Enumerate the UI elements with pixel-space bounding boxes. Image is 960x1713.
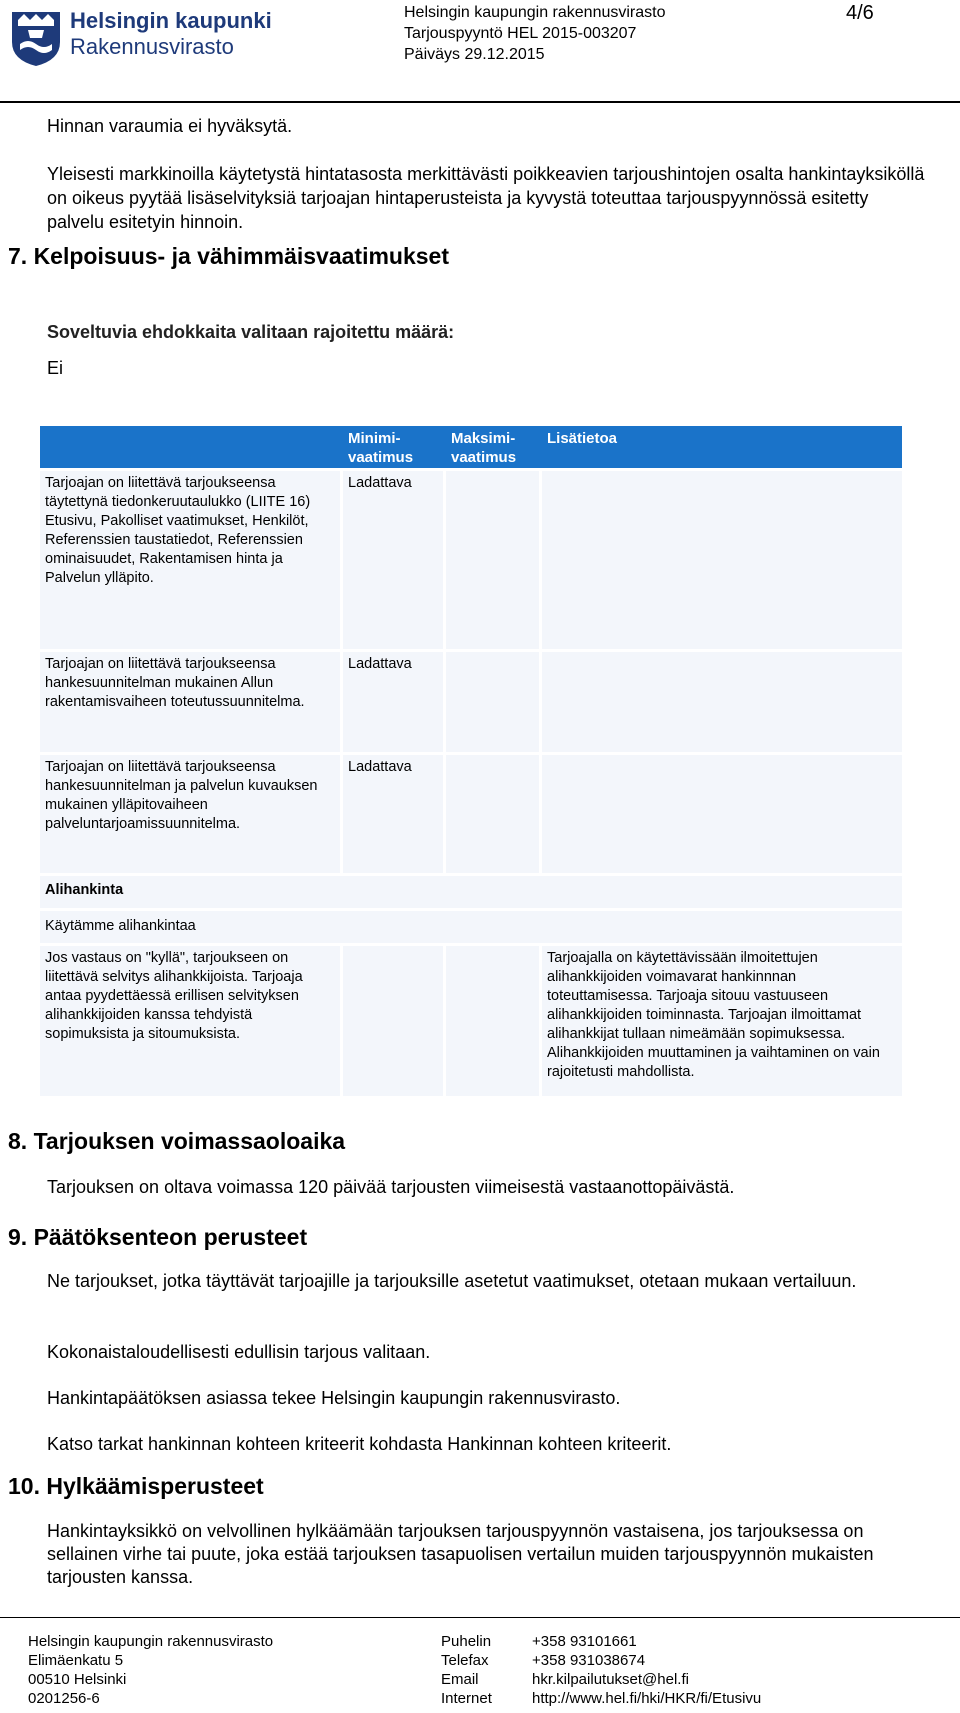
footer-business-id: 0201256-6 — [28, 1690, 100, 1707]
logo-city: Helsingin kaupunki — [70, 8, 272, 33]
requirement-text: Tarjoajan on liitettävä tarjoukseensa hankesuunnitelman mukainen Allun rakentamisvaiheen toteutussuunnitelma. — [40, 652, 340, 752]
subcontract-title: Alihankinta — [40, 876, 902, 908]
header-reference: Tarjouspyyntö HEL 2015-003207 — [404, 25, 637, 42]
section-9-title: 9. Päätöksenteon perusteet — [8, 1224, 308, 1250]
decision-criteria-text-4: Katso tarkat hankinnan kohteen kriteerit kohdasta Hankinnan kohteen kriteerit. — [47, 1434, 672, 1454]
footer-phone: +358 93101661 — [532, 1633, 637, 1650]
subcontract-info: Tarjoajalla on käytettävissään ilmoitettujen alihankkijoiden voimavarat hankinnnan toteuttamisessa. Tarjoaja sitouu vastuuseen alihankkijoiden toiminnasta. Tarjoajan ilmoittamat alihankkijat tullaan nimeämään sopimuksessa. Alihankkijoiden muuttaminen ja vaihtaminen on vain rajoitetusti mahdollista. — [542, 946, 902, 1096]
page-number: 4/6 — [846, 2, 874, 24]
price-reservation-text: Hinnan varaumia ei hyväksytä. — [47, 116, 293, 136]
logo-wordmark — [70, 8, 272, 60]
table-row — [40, 755, 902, 873]
footer-website-link[interactable]: http://www.hel.fi/hki/HKR/fi/Etusivu — [532, 1690, 762, 1707]
footer-contact-values — [532, 1632, 761, 1708]
footer-label-email: Email — [441, 1671, 479, 1688]
requirement-min: Ladattava — [343, 755, 443, 873]
footer-fax: +358 931038674 — [532, 1652, 646, 1669]
header-min: Minimi-vaatimus — [348, 430, 414, 466]
subcontract-max — [446, 946, 539, 1096]
requirement-max — [446, 471, 539, 649]
table-row — [40, 652, 902, 752]
requirement-max — [446, 755, 539, 873]
decision-criteria-text-2: Kokonaistaloudellisesti edullisin tarjous valitaan. — [47, 1342, 431, 1362]
table-row — [40, 471, 902, 649]
requirement-info — [542, 755, 902, 873]
section-8-title: 8. Tarjouksen voimassaoloaika — [8, 1128, 346, 1154]
section-10-title: 10. Hylkäämisperusteet — [8, 1473, 264, 1499]
subcontract-use: Käytämme alihankintaa — [40, 911, 902, 943]
limited-candidates-value: Ei — [47, 358, 64, 378]
subcontract-text: Jos vastaus on "kyllä", tarjoukseen on liitettävä selvitys alihankkijoista. Tarjoaja antaa pyydettäessä erillisen selvityksen alihankkijoiden kanssa tehdyistä sopimuksista ja sitoumuksista. — [40, 946, 340, 1096]
subcontract-title-row — [40, 876, 902, 908]
requirement-info — [542, 652, 902, 752]
header-date: Päiväys 29.12.2015 — [404, 46, 545, 63]
requirement-min: Ladattava — [343, 471, 443, 649]
subcontract-details-row — [40, 946, 902, 1096]
requirement-max — [446, 652, 539, 752]
header-info: Lisätietoa — [547, 430, 618, 447]
rejection-text: Hankintayksikkö on velvollinen hylkäämään tarjouksen tarjouspyynnön vastaisena, jos tarjouksessa on sellainen virhe tai puute, joka estää tarjouksen tasapuolisen vertailun muiden tarjouspyynnön mukaisten tarjousten kanssa. — [47, 1521, 874, 1587]
footer-contact-labels — [441, 1632, 492, 1708]
page-header — [0, 0, 960, 104]
header-divider — [0, 101, 960, 103]
footer-label-phone: Puhelin — [441, 1633, 492, 1650]
requirement-min: Ladattava — [343, 652, 443, 752]
subcontract-min — [343, 946, 443, 1096]
footer-divider — [0, 1617, 960, 1618]
table-header-row — [40, 426, 902, 468]
limited-candidates-label: Soveltuvia ehdokkaita valitaan rajoitettu määrä: — [47, 322, 455, 342]
footer-label-internet: Internet — [441, 1690, 492, 1707]
header-info — [404, 2, 666, 65]
footer-email-link[interactable]: hkr.kilpailutukset@hel.fi — [532, 1671, 689, 1688]
requirement-text: Tarjoajan on liitettävä tarjoukseensa täytettynä tiedonkeruutaulukko (LIITE 16) Etusivu, Pakolliset vaatimukset, Henkilöt, Referenssien taustatiedot, Referenssien ominaisuudet, Rakentamisen hinta ja Palvelun ylläpito. — [40, 471, 340, 649]
footer-org: Helsingin kaupungin rakennusvirasto — [28, 1633, 274, 1650]
requirement-info — [542, 471, 902, 649]
footer-address — [28, 1632, 273, 1708]
footer-postal: 00510 Helsinki — [28, 1671, 127, 1688]
decision-criteria-text-3: Hankintapäätöksen asiassa tekee Helsingin kaupungin rakennusvirasto. — [47, 1388, 621, 1408]
header-org: Helsingin kaupungin rakennusvirasto — [404, 4, 666, 21]
header-max: Maksimi-vaatimus — [451, 430, 517, 466]
section-7-title: 7. Kelpoisuus- ja vähimmäisvaatimukset — [8, 243, 450, 269]
logo-department: Rakennusvirasto — [70, 34, 234, 59]
footer-street: Elimäenkatu 5 — [28, 1652, 124, 1669]
subcontract-use-row — [40, 911, 902, 943]
decision-criteria-text-1: Ne tarjoukset, jotka täyttävät tarjoajille ja tarjouksille asetetut vaatimukset, otetaan mukaan vertailuun. — [47, 1271, 857, 1291]
footer-label-fax: Telefax — [441, 1652, 489, 1669]
validity-text: Tarjouksen on oltava voimassa 120 päivää tarjousten viimeisestä vastaanottopäivästä. — [47, 1177, 735, 1197]
requirement-text: Tarjoajan on liitettävä tarjoukseensa hankesuunnitelman ja palvelun kuvauksen mukainen ylläpitovaiheen palveluntarjoamissuunnitelma. — [40, 755, 340, 873]
price-clarification-text: Yleisesti markkinoilla käytetystä hintatasosta merkittävästi poikkeavien tarjoushintojen osalta hankintayksiköllä on oikeus pyytää lisäselvityksiä tarjoajan hintaperusteista ja kyvystä toteuttaa tarjouspyynnössä esitetty palvelu esitetyin hinnoin. — [47, 164, 925, 232]
